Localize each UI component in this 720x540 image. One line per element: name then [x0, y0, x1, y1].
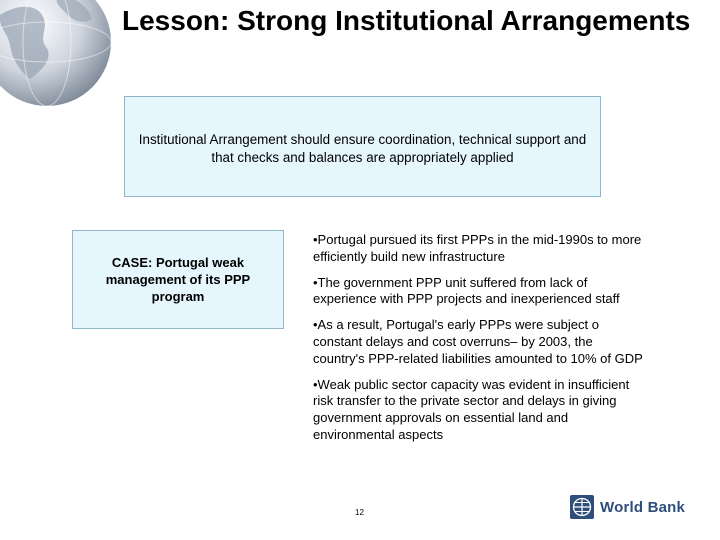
case-box	[72, 230, 284, 329]
world-bank-logo	[570, 495, 685, 519]
case-bullet-list	[313, 232, 643, 453]
page-number: 12	[355, 508, 364, 517]
slide-title: Lesson: Strong Institutional Arrangements	[122, 5, 691, 36]
bullet-item: •Weak public sector capacity was evident in insufficient risk transfer to the private sector and delays in giving government approvals on essential land and environmental aspects	[313, 376, 630, 442]
bullet-item: •The government PPP unit suffered from lack of experience with PPP projects and inexperienced staff	[313, 274, 620, 307]
world-bank-logo-text: World Bank	[600, 498, 686, 516]
bullet-item: •Portugal pursued its first PPPs in the mid-1990s to more efficiently build new infrastructure	[313, 232, 642, 264]
key-message-box	[124, 96, 601, 197]
globe-decoration-icon	[0, 0, 115, 110]
bullet-item: •As a result, Portugal's early PPPs were subject o constant delays and cost overruns– by 2003, the country's PPP-related liabilities amounted to 10% of GDP	[313, 317, 643, 366]
key-message-text: Institutional Arrangement should ensure coordination, technical support and that checks and balances are appropriately applied	[138, 132, 587, 165]
case-title: CASE: Portugal weak management of its PPP program	[105, 255, 251, 304]
world-bank-logo-icon	[570, 495, 594, 519]
